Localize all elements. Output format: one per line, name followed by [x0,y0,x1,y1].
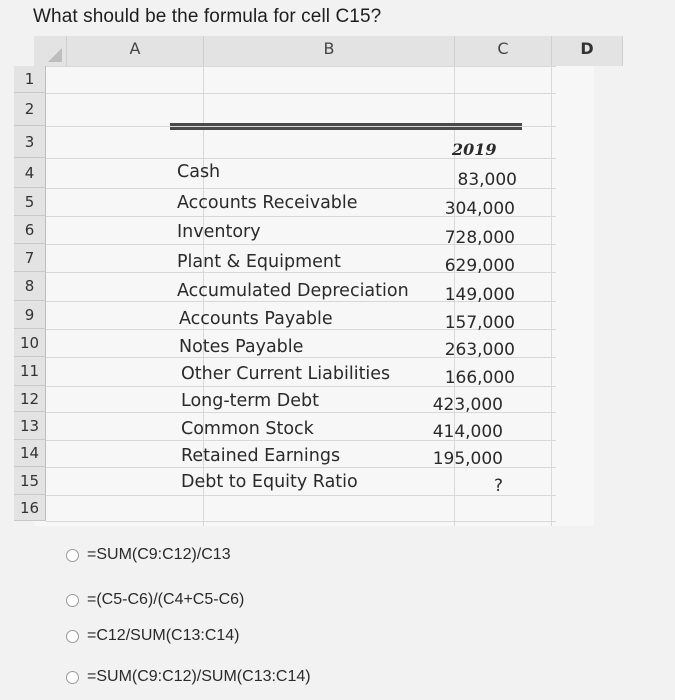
radio-button[interactable] [66,671,79,684]
line-item-label: Cash [177,162,221,182]
line-item-value[interactable]: 629,000 [444,256,515,276]
line-item-label: Accounts Payable [179,309,333,329]
line-item-value[interactable]: 195,000 [432,449,503,469]
choice-label: =C12/SUM(C13:C14) [87,627,240,644]
radio-button[interactable] [66,549,79,562]
line-item-label: Retained Earnings [181,446,341,466]
row-header-10[interactable] [14,329,46,357]
gridline [46,93,556,94]
row-header-13[interactable] [14,412,46,440]
line-item-label: Long-term Debt [181,391,320,411]
choice-1[interactable] [66,544,231,566]
row-number: 10 [19,334,40,352]
row-header-15[interactable] [14,467,46,495]
line-item-value[interactable]: 304,000 [444,199,515,219]
line-item-label: Plant & Equipment [177,252,341,272]
choice-label: =SUM(C9:C12)/SUM(C13:C14) [87,668,311,685]
row-header-4[interactable] [14,158,46,188]
row-header-2[interactable] [14,93,46,126]
choice-label: =(C5-C6)/(C4+C5-C6) [87,591,245,608]
row-header-5[interactable] [14,188,46,216]
line-item-value[interactable]: 423,000 [432,395,503,415]
row-header-9[interactable] [14,301,46,329]
row-number: 8 [24,277,35,295]
radio-button[interactable] [66,594,79,607]
column-header-c[interactable] [455,36,552,66]
choice-2[interactable] [66,589,244,611]
choice-label: =SUM(C9:C12)/C13 [87,546,231,563]
question-text: What should be the formula for cell C15? [33,6,382,27]
column-header-a[interactable] [67,36,204,66]
select-all-corner[interactable] [34,36,67,66]
row-number: 13 [19,417,40,435]
row-number: 11 [19,362,40,380]
row-number: 9 [24,306,35,324]
column-header-label: C [497,39,509,58]
column-header-d[interactable] [552,36,623,66]
row-number: 12 [19,390,40,408]
line-item-value[interactable]: 166,000 [444,368,515,388]
corner-triangle-icon [48,48,62,62]
row-header-14[interactable] [14,440,46,467]
line-item-label: Debt to Equity Ratio [181,472,358,492]
line-item-value[interactable]: ? [493,476,503,496]
choice-4[interactable] [66,666,311,688]
column-header-label: A [129,39,141,58]
column-header-label: B [323,39,335,58]
row-header-16[interactable] [14,495,46,521]
row-header-12[interactable] [14,386,46,412]
choice-3[interactable] [66,625,240,647]
line-item-value[interactable]: 263,000 [444,340,515,360]
gridline [46,495,556,496]
line-item-label: Common Stock [181,419,314,439]
column-header-label: D [580,39,594,58]
row-header-6[interactable] [14,216,46,244]
row-header-8[interactable] [14,272,46,301]
row-number: 3 [24,133,35,151]
row-number: 16 [19,499,40,517]
row-number: 5 [24,193,35,211]
line-item-label: Accounts Receivable [177,193,358,213]
line-item-value[interactable]: 157,000 [444,313,515,333]
row-header-1[interactable] [14,66,46,93]
line-item-value[interactable]: 149,000 [444,285,515,305]
row-number: 4 [24,164,35,182]
year-header: 2019 [452,140,497,159]
row-number: 2 [24,100,35,118]
gridline [46,126,556,127]
line-item-value[interactable]: 83,000 [457,170,517,190]
row-header-3[interactable] [14,126,46,158]
line-item-label: Other Current Liabilities [181,364,391,384]
line-item-value[interactable]: 414,000 [432,422,503,442]
column-header-b[interactable] [204,36,455,66]
row-header-7[interactable] [14,244,46,272]
line-item-label: Notes Payable [179,337,304,357]
line-item-value[interactable]: 728,000 [444,228,515,248]
row-header-11[interactable] [14,357,46,386]
row-number: 6 [24,221,35,239]
line-item-label: Accumulated Depreciation [177,281,409,301]
row-number: 14 [19,444,40,462]
row-number: 1 [24,70,35,88]
row-number: 7 [24,249,35,267]
gridline [46,66,556,67]
gridline [46,521,556,522]
gridline [551,66,552,526]
row-number: 15 [19,472,40,490]
line-item-label: Inventory [177,222,261,242]
radio-button[interactable] [66,630,79,643]
